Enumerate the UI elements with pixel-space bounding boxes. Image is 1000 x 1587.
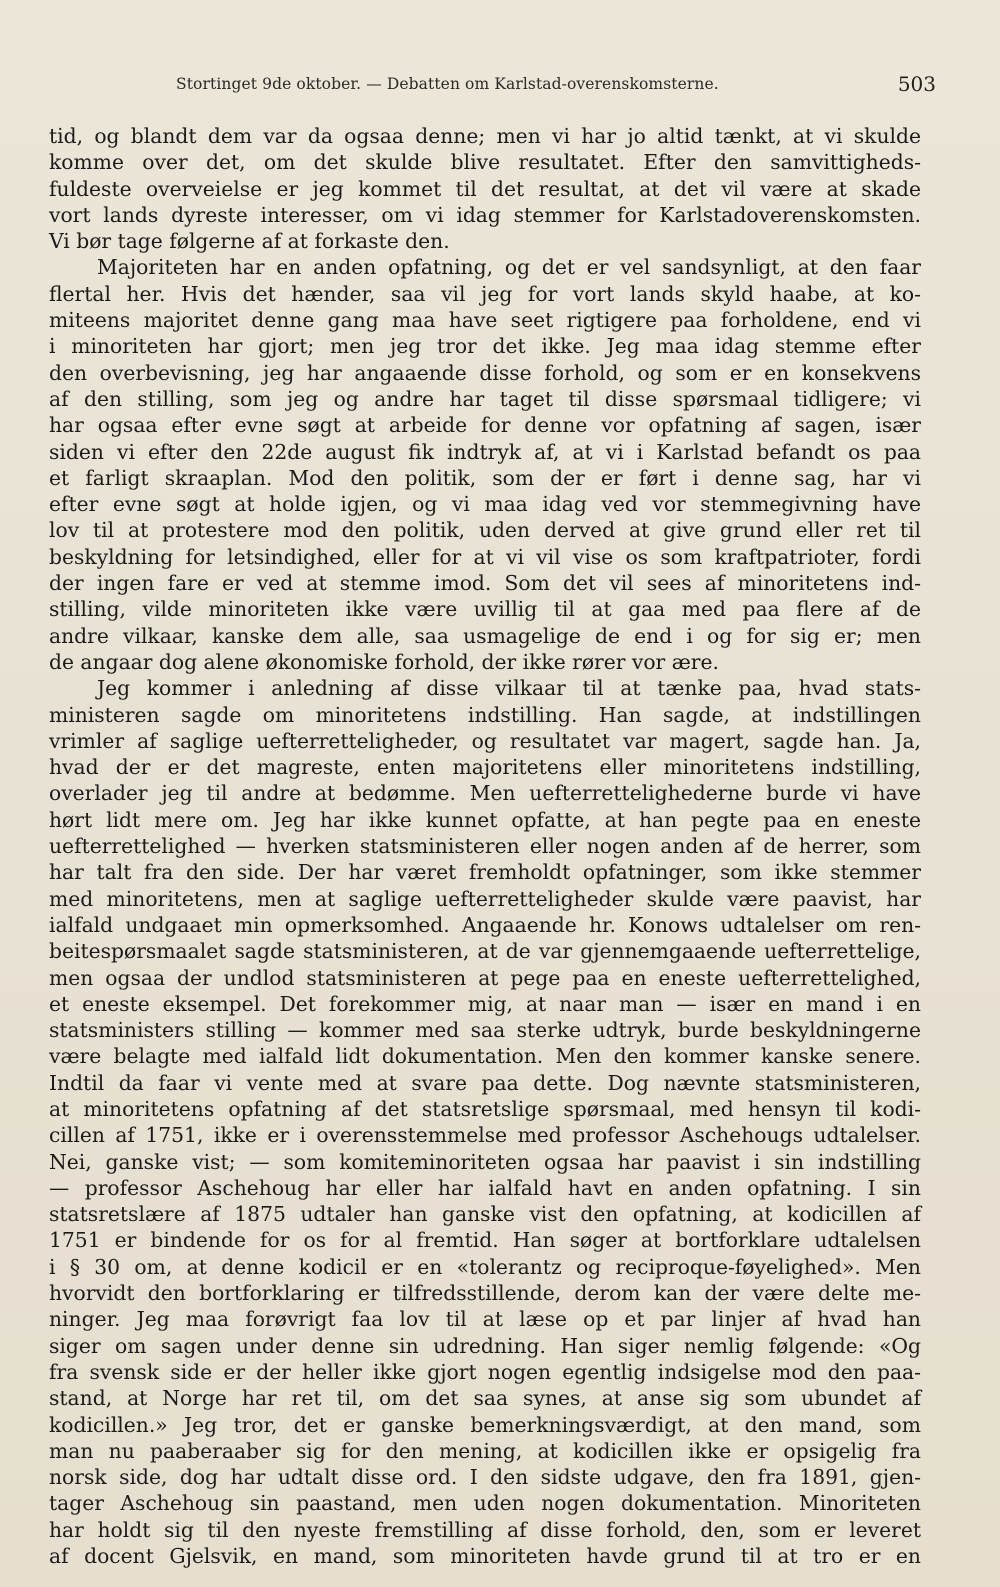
text-line: ninger. Jeg maa forøvrigt faa lov til at læse op et par linjer af hvad han: [49, 1307, 921, 1332]
text-line: flertal her. Hvis det hænder, saa vil jeg for vort lands skyld haabe, at ko-: [49, 281, 921, 306]
text-line: har talt fra den side. Der har været fremholdt opfatninger, som ikke stemmer: [49, 860, 921, 885]
text-line: statsministers stilling — kommer med saa sterke udtryk, burde beskyldningerne: [49, 1018, 921, 1043]
text-line: hvad der er det magreste, enten majoritetens eller minoritetens indstilling,: [49, 755, 921, 780]
text-line: hvorvidt den bortforklaring er tilfredsstillende, derom kan der være delte me-: [49, 1281, 921, 1306]
text-line: siden vi efter den 22de august fik indtryk af, at vi i Karlstad befandt os paa: [49, 439, 921, 464]
text-line: beitespørsmaalet sagde statsministeren, at de var gjennemgaaende uefterrettelige,: [49, 939, 921, 964]
text-line: at minoritetens opfatning af det statsretslige spørsmaal, med hensyn til kodi-: [49, 1096, 921, 1121]
text-line: norsk side, dog har udtalt disse ord. I den sidste udgave, den fra 1891, gjen-: [49, 1465, 921, 1490]
text-line: Indtil da faar vi vente med at svare paa dette. Dog nævnte statsministeren,: [49, 1070, 921, 1095]
page-number: 503: [897, 72, 936, 96]
body-text: [49, 123, 921, 1569]
text-line: der ingen fare er ved at stemme imod. Som det vil sees af minoritetens ind-: [49, 571, 921, 596]
text-line: cillen af 1751, ikke er i overensstemmelse med professor Aschehougs udtalelser.: [49, 1123, 921, 1148]
text-line: ialfald undgaaet min opmerksomhed. Angaaende hr. Konows udtalelser om ren-: [49, 912, 921, 937]
text-line: andre vilkaar, kanske dem alle, saa usmagelige de end i og for sig er; men: [49, 623, 921, 648]
text-line: vort lands dyreste interesser, om vi idag stemmer for Karlstadoverenskomsten.: [49, 202, 921, 227]
text-line: Jeg kommer i anledning af disse vilkaar til at tænke paa, hvad stats-: [97, 676, 921, 701]
text-line: af den stilling, som jeg og andre har taget til disse spørsmaal tidligere; vi: [49, 386, 921, 411]
text-line: komme over det, om det skulde blive resultatet. Efter den samvittigheds-: [49, 150, 921, 175]
text-line: siger om sagen under denne sin udredning. Han siger nemlig følgende: «Og: [49, 1333, 921, 1358]
page-header: [48, 72, 936, 102]
text-line: miteens majoritet denne gang maa have seet rigtigere paa forholdene, end vi: [49, 308, 921, 333]
text-line: statsretslære af 1875 udtaler han ganske vist den opfatning, at kodicillen af: [49, 1202, 921, 1227]
text-line: overlader jeg til andre at bedømme. Men uefterrettelighederne burde vi have: [49, 781, 921, 806]
text-line: Vi bør tage følgerne af at forkaste den.: [49, 229, 450, 254]
text-line: lov til at protestere mod den politik, uden derved at give grund eller ret til: [49, 518, 921, 543]
text-line: tid, og blandt dem var da ogsaa denne; men vi har jo altid tænkt, at vi skulde: [49, 124, 921, 148]
text-line: et eneste eksempel. Det forekommer mig, at naar man — især en mand i en: [49, 991, 921, 1016]
text-line: beskyldning for letsindighed, eller for at vi vil vise os som kraftpatrioter, fordi: [49, 544, 921, 569]
text-line: kodicillen.» Jeg tror, det er ganske bemerkningsværdigt, at den mand, som: [49, 1412, 921, 1437]
text-line: — professor Aschehoug har eller har ialfald havt en anden opfatning. I sin: [49, 1175, 921, 1200]
text-line: Majoriteten har en anden opfatning, og det er vel sandsynligt, at den faar: [97, 255, 921, 280]
text-line: man nu paaberaaber sig for den mening, at kodicillen ikke er opsigelig fra: [49, 1438, 921, 1463]
text-line: et farligt skraaplan. Mod den politik, som der er ført i denne sag, har vi: [49, 465, 921, 490]
text-line: af docent Gjelsvik, en mand, som minoriteten havde grund til at tro er en: [49, 1544, 921, 1569]
text-line: efter evne søgt at holde igjen, og vi maa idag ved vor stemmegivning have: [49, 492, 921, 517]
text-line: uefterrettelighed — hverken statsministeren eller nogen anden af de herrer, som: [49, 834, 921, 859]
text-line: med minoritetens, men at saglige uefterretteligheder skulde være paavist, har: [49, 886, 921, 911]
text-line: være belagte med ialfald lidt dokumentation. Men den kommer kanske senere.: [49, 1044, 921, 1069]
running-head: Stortinget 9de oktober. — Debatten om Karlstad-overenskomsterne.: [176, 75, 719, 93]
text-line: Nei, ganske vist; — som komiteminoriteten ogsaa har paavist i sin indstilling: [49, 1149, 921, 1174]
text-line: i § 30 om, at denne kodicil er en «tolerantz og reciproque-føyelighed». Men: [49, 1254, 921, 1279]
text-line: vrimler af saglige uefterretteligheder, og resultatet var magert, sagde han. Ja,: [49, 728, 921, 753]
text-line: har ogsaa efter evne søgt at arbeide for denne vor opfatning af sagen, især: [49, 413, 921, 438]
text-line: ministeren sagde om minoritetens indstilling. Han sagde, at indstillingen: [49, 702, 921, 727]
text-line: fra svensk side er der heller ikke gjort nogen egentlig indsigelse mod den paa-: [49, 1359, 921, 1384]
text-line: i minoriteten har gjort; men jeg tror det ikke. Jeg maa idag stemme efter: [49, 334, 921, 359]
text-line: men ogsaa der undlod statsministeren at pege paa en eneste uefterrettelighed,: [49, 965, 921, 990]
text-line: tager Aschehoug sin paastand, men uden nogen dokumentation. Minoriteten: [49, 1491, 921, 1516]
text-line: fuldeste overveielse er jeg kommet til det resultat, at det vil være at skade: [49, 176, 921, 201]
text-line: de angaar dog alene økonomiske forhold, der ikke rører vor ære.: [49, 649, 719, 674]
text-line: 1751 er bindende for os for al fremtid. Han søger at bortforklare udtalelsen: [49, 1228, 921, 1253]
text-line: stilling, vilde minoriteten ikke være uvillig til at gaa med paa flere af de: [49, 597, 921, 622]
text-line: den overbevisning, jeg har angaaende disse forhold, og som er en konsekvens: [49, 360, 921, 385]
text-line: har holdt sig til den nyeste fremstilling af disse forhold, den, som er leveret: [49, 1517, 921, 1542]
text-line: stand, at Norge har ret til, om det saa synes, at anse sig som ubundet af: [49, 1386, 921, 1411]
text-line: hørt lidt mere om. Jeg har ikke kunnet opfatte, at han pegte paa en eneste: [49, 807, 921, 832]
